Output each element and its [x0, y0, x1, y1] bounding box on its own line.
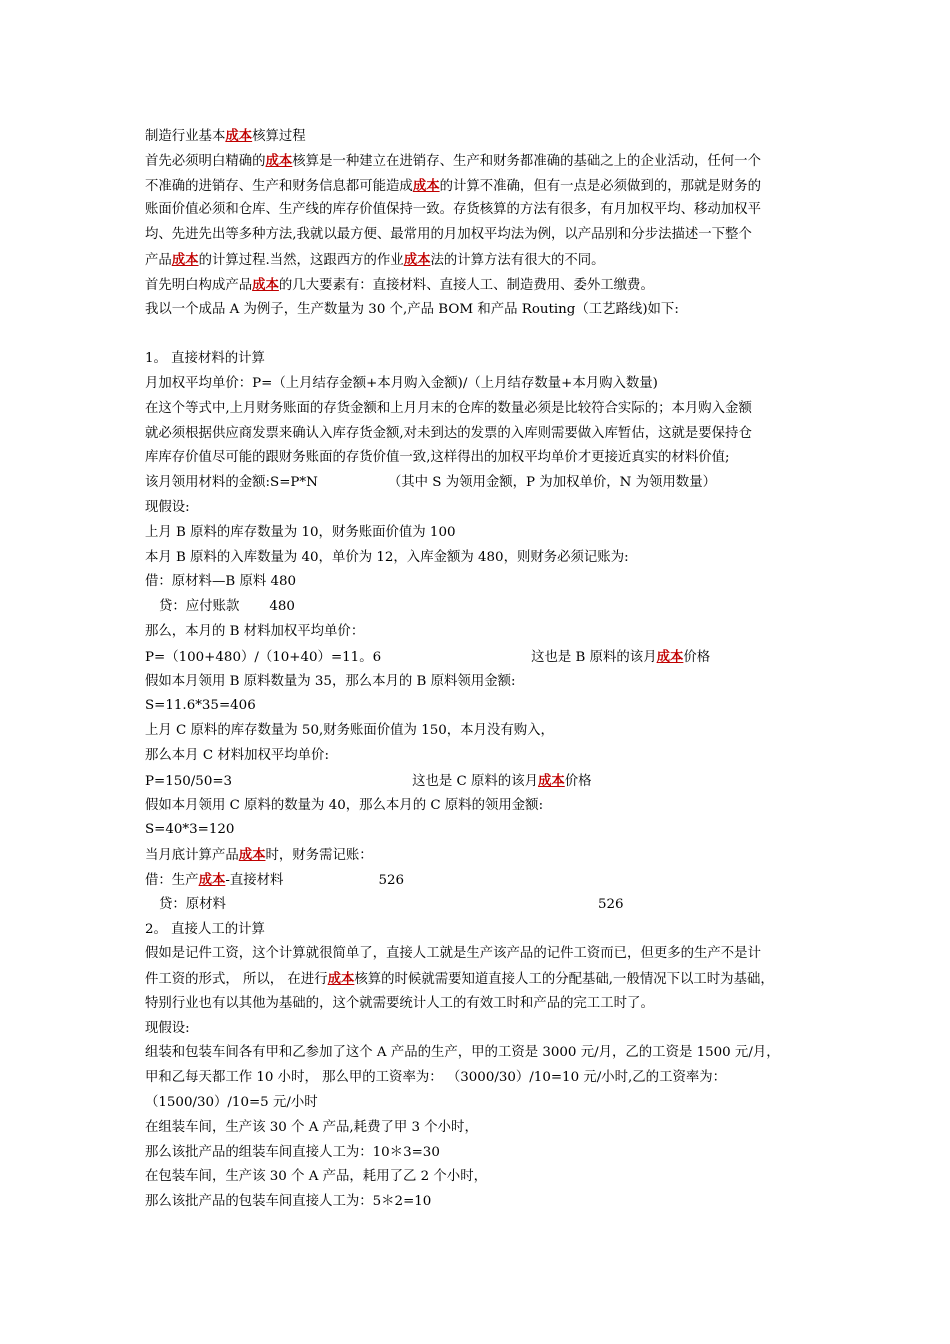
keyword-cost[interactable]: 成本 — [412, 177, 440, 194]
paragraph-line: 假如是记件工资，这个计算就很简单了，直接人工就是生产该产品的记件工资而已，但更多的生产不是计 — [145, 946, 761, 962]
paragraph-line: 那么该批产品的组装车间直接人工为：10＊3=30 — [145, 1144, 440, 1160]
paragraph-line: 那么，本月的 B 材料加权平均单价： — [145, 623, 365, 639]
paragraph-line: 当月底计算产品成本时，财务需记账： — [145, 847, 373, 864]
paragraph-line: 假如本月领用 C 原料的数量为 40，那么本月的 C 原料的领用金额: — [145, 797, 544, 813]
paragraph-line: 首先必须明白精确的成本核算是一种建立在进销存、生产和财务都准确的基础之上的企业活动，任何一个 — [145, 152, 761, 169]
formula-line: P=（100+480）/（10+40）=11。6 这也是 B 原料的该月成本价格 — [145, 648, 711, 665]
journal-entry-credit: 贷：原材料 526 — [159, 896, 624, 912]
paragraph-line: 件工资的形式， 所以， 在进行成本核算的时候就需要知道直接人工的分配基础,一般情况下以工时为基础， — [145, 971, 774, 988]
paragraph-line: 现假设: — [145, 499, 190, 515]
keyword-cost[interactable]: 成本 — [403, 251, 431, 268]
keyword-cost[interactable]: 成本 — [265, 152, 293, 169]
formula-line: P=150/50=3 这也是 C 原料的该月成本价格 — [145, 772, 592, 789]
keyword-cost[interactable]: 成本 — [198, 871, 226, 888]
paragraph-line: 在组装车间，生产该 30 个 A 产品,耗费了甲 3 个小时， — [145, 1119, 478, 1135]
keyword-cost[interactable]: 成本 — [225, 128, 253, 144]
paragraph-line: 不准确的进销存、生产和财务信息都可能造成成本的计算不准确，但有一点是必须做到的，那就是财务的 — [145, 177, 761, 194]
paragraph-line: 本月 B 原料的入库数量为 40，单价为 12，入库金额为 480，则财务必须记账为: — [145, 549, 629, 565]
section-heading: 2。 直接人工的计算 — [145, 921, 265, 937]
keyword-cost[interactable]: 成本 — [656, 648, 684, 665]
paragraph-line: 现假设: — [145, 1020, 190, 1036]
paragraph-line: 那么该批产品的包装车间直接人工为：5＊2=10 — [145, 1194, 432, 1210]
keyword-cost[interactable]: 成本 — [252, 276, 279, 293]
paragraph-line: 那么本月 C 材料加权平均单价: — [145, 747, 329, 763]
keyword-cost[interactable]: 成本 — [537, 772, 565, 789]
section-heading: 1。 直接材料的计算 — [145, 351, 265, 367]
paragraph-line: （1500/30）/10=5 元/小时 — [145, 1095, 318, 1111]
paragraph-line: 特别行业也有以其他为基础的，这个就需要统计人工的有效工时和产品的完工工时了。 — [145, 995, 654, 1011]
paragraph-line: 账面价值必须和仓库、生产线的库存价值保持一致。存货核算的方法有很多，有月加权平均、移动加权平 — [145, 202, 761, 218]
paragraph-line: 在这个等式中,上月财务账面的存货金额和上月月末的仓库的数量必须是比较符合实际的；本月购入金额 — [145, 400, 752, 416]
paragraph-line: 库库存价值尽可能的跟财务账面的存货价值一致,这样得出的加权平均单价才更接近真实的材料价值; — [145, 450, 730, 466]
keyword-cost[interactable]: 成本 — [171, 251, 199, 268]
paragraph-line: 甲和乙每天都工作 10 小时， 那么甲的工资率为： （3000/30）/10=10 元/小时,乙的工资率为： — [145, 1070, 727, 1086]
document-body — [145, 124, 825, 1215]
blank-line — [145, 322, 825, 347]
paragraph-line: 就必须根据供应商发票来确认入库存货金额,对未到达的发票的入库则需要做入库暂估，这就是要保持仓 — [145, 425, 752, 441]
formula-line: S=40*3=120 — [145, 822, 235, 838]
formula-line: S=11.6*35=406 — [145, 698, 256, 714]
formula-line: 该月领用材料的金额:S=P*N （其中 S 为领用金额，P 为加权单价，N 为领用数量） — [145, 475, 716, 491]
paragraph-line: 在包装车间，生产该 30 个 A 产品，耗用了乙 2 个小时， — [145, 1169, 487, 1185]
doc-title: 制造行业基本成本核算过程 — [145, 128, 306, 144]
paragraph-line: 假如本月领用 B 原料数量为 35，那么本月的 B 原料领用金额: — [145, 673, 516, 689]
journal-entry-debit: 借：原材料—B 原料 480 — [145, 574, 297, 590]
keyword-cost[interactable]: 成本 — [327, 971, 355, 988]
paragraph-line: 均、先进先出等多种方法,我就以最方便、最常用的月加权平均法为例，以产品别和分步法描述一下整个 — [145, 227, 752, 243]
paragraph-line: 产品成本的计算过程.当然，这跟西方的作业成本法的计算方法有很大的不同。 — [145, 251, 605, 268]
journal-entry-credit: 贷：应付账款 480 — [159, 599, 295, 615]
paragraph-line: 上月 B 原料的库存数量为 10，财务账面价值为 100 — [145, 524, 456, 540]
paragraph-line: 我以一个成品 A 为例子，生产数量为 30 个,产品 BOM 和产品 Routing（工艺路线)如下: — [145, 301, 679, 317]
paragraph-line: 上月 C 原料的库存数量为 50,财务账面价值为 150，本月没有购入， — [145, 723, 554, 739]
paragraph-line: 组装和包装车间各有甲和乙参加了这个 A 产品的生产，甲的工资是 3000 元/月，乙的工资是 1500 元/月， — [145, 1045, 780, 1061]
keyword-cost[interactable]: 成本 — [238, 847, 266, 864]
formula-line: 月加权平均单价：P=（上月结存金额+本月购入金额)/（上月结存数量+本月购入数量) — [145, 375, 658, 391]
paragraph-line: 首先明白构成产品成本的几大要素有：直接材料、直接人工、制造费用、委外工缴费。 — [145, 276, 654, 293]
journal-entry-debit: 借：生产成本-直接材料 526 — [145, 871, 404, 888]
